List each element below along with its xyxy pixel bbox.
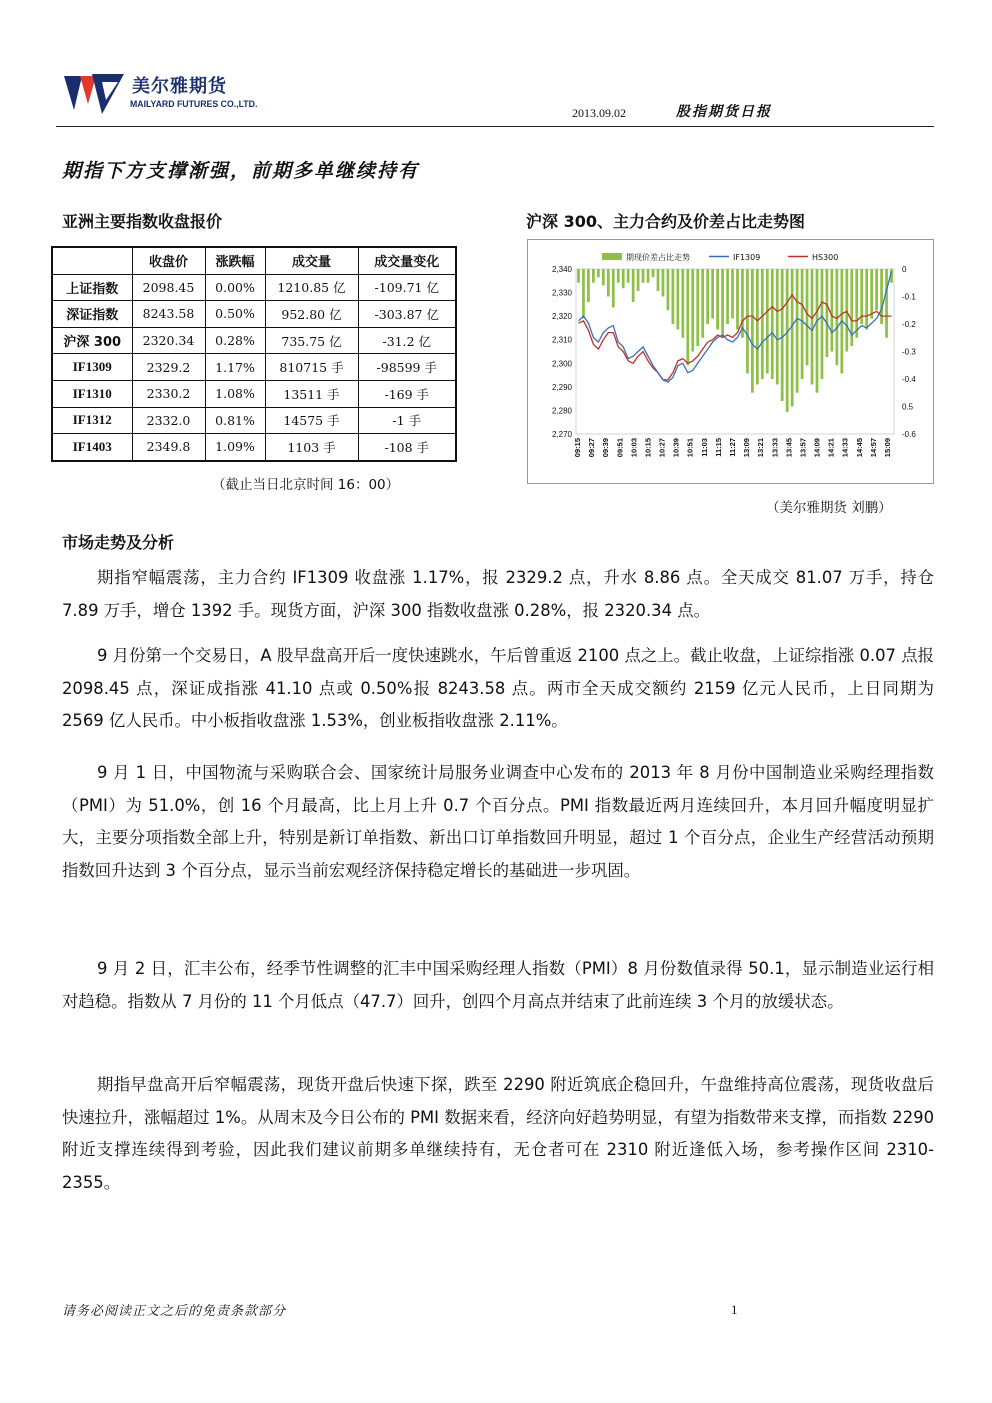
legend-swatch — [602, 253, 622, 260]
chart-credit: （美尔雅期货 刘鹏） — [766, 500, 892, 516]
x-tick-label: 10:27 — [657, 438, 667, 458]
spread-bar — [627, 269, 630, 283]
table-cell: 14575 手 — [265, 407, 358, 434]
y-right-tick-label: -0.2 — [902, 320, 916, 329]
table-cell: 2098.45 — [132, 274, 205, 301]
paragraph: 9 月 2 日，汇丰公布，经季节性调整的汇丰中国采购经理人指数（PMI）8 月份数值录得 50.1，显示制造业运行相对趋稳。指数从 7 月份的 11 个月低点（47.7）回升，创四个月高点并结束了此前连续 3 个月的放缓状态。 — [62, 959, 934, 1011]
spread-bar — [662, 269, 665, 297]
table-cell: 1210.85 亿 — [265, 274, 358, 301]
x-tick-label: 13:33 — [770, 438, 780, 458]
table-header-row — [52, 247, 456, 274]
hs300-if1309-spread-chart — [528, 240, 933, 483]
x-tick-label: 15:09 — [883, 438, 892, 458]
y-right-tick-label: -0.1 — [902, 292, 916, 302]
x-tick-label: 11:15 — [713, 438, 723, 457]
y-left-tick-label: 2,280 — [551, 406, 572, 416]
spread-bar — [855, 269, 858, 338]
table-row — [52, 354, 456, 381]
paragraph: 9 月 1 日，中国物流与采购联合会、国家统计局服务业调查中心发布的 2013 年 8 月份中国制造业采购经理指数（PMI）为 51.0%，创 16 个月最高，比上月上升 0.7 个百分点。PMI 指数最近两月连续回升，本月回升幅度明显扩大，主要分项指数全部上升，特别是新订单指数、新出口订单指数回升明显，超过 1 个百分点，企业生产经营活动预期指数回升达到 3 个百分点，显示当前宏观经济保持稳定增长的基础进一步巩固。 — [62, 763, 934, 880]
y-right-tick-label: -0.3 — [902, 347, 916, 357]
spread-bar — [761, 269, 764, 379]
spread-bar — [885, 269, 888, 338]
table-cell: 735.75 亿 — [265, 327, 358, 354]
y-right-tick-label: -0.6 — [902, 430, 916, 439]
table-cell: 0.00% — [205, 274, 265, 301]
table-cell: 0.81% — [205, 407, 265, 434]
spread-bar — [726, 269, 729, 324]
x-tick-label: 11:03 — [699, 438, 709, 457]
table-cell: 2329.2 — [132, 354, 205, 381]
report-date: 2013.09.02 — [572, 106, 626, 120]
report-title: 股指期货日报 — [676, 104, 772, 120]
spread-bar — [791, 269, 794, 407]
table-cell: 1.08% — [205, 380, 265, 407]
spread-bar — [746, 269, 749, 374]
spread-bar — [587, 269, 590, 302]
spread-bar — [831, 269, 834, 352]
table-cell: 1103 手 — [265, 434, 358, 461]
spread-bar — [681, 269, 684, 338]
table-note: （截止当日北京时间 16：00） — [212, 477, 400, 493]
spread-bar — [667, 269, 670, 310]
spread-bar — [672, 269, 675, 324]
table-cell: 1.09% — [205, 434, 265, 461]
table-cell: -109.71 亿 — [358, 274, 456, 301]
table-header-cell: 涨跌幅 — [205, 247, 265, 274]
table-row — [52, 380, 456, 407]
spread-bar — [686, 269, 689, 365]
spread-bar — [781, 269, 784, 401]
hs300-line — [579, 295, 892, 380]
table-cell: -108 手 — [358, 434, 456, 461]
spread-bar — [622, 269, 625, 288]
spread-bar — [771, 269, 774, 379]
y-left-tick-label: 2,330 — [551, 288, 572, 298]
y-right-tick-label: 0 — [902, 265, 907, 274]
spread-bar — [642, 269, 645, 283]
company-logo-icon — [62, 70, 126, 118]
spread-bar — [736, 269, 739, 330]
x-tick-label: 13:45 — [784, 438, 794, 458]
y-right-tick-label: 0.5 — [902, 402, 914, 412]
market-section-title: 市场走势及分析 — [62, 533, 175, 552]
spread-bar — [786, 269, 789, 412]
row-label: IF1312 — [52, 407, 132, 434]
table-row — [52, 327, 456, 354]
spread-bar — [826, 269, 829, 357]
table-row — [52, 301, 456, 328]
spread-bar — [597, 269, 600, 277]
table-cell: -169 手 — [358, 380, 456, 407]
spread-bar — [617, 269, 620, 283]
headline: 期指下方支撑渐强，前期多单继续持有 — [62, 160, 420, 182]
spread-bar — [676, 269, 679, 330]
x-tick-label: 14:09 — [812, 438, 822, 458]
spread-bar — [691, 269, 694, 352]
paragraph: 期指窄幅震荡，主力合约 IF1309 收盘涨 1.17%，报 2329.2 点，升水 8.86 点。全天成交 81.07 万手，持仓 7.89 万手，增仓 1392 手。现货方面，沪深 300 指数收盘涨 0.28%，报 2320.34 点。 — [62, 568, 934, 620]
table-cell: 13511 手 — [265, 380, 358, 407]
spread-bar — [612, 269, 615, 308]
x-tick-label: 13:21 — [756, 438, 766, 458]
header-divider — [56, 126, 934, 127]
spread-bar — [652, 269, 655, 277]
spread-bar — [811, 269, 814, 385]
disclaimer-note: 请务必阅读正文之后的免责条款部分 — [62, 1304, 287, 1319]
table-row — [52, 274, 456, 301]
spread-bar — [806, 269, 809, 365]
table-cell: -1 手 — [358, 407, 456, 434]
spread-bar — [701, 269, 704, 338]
company-name-cn: 美尔雅期货 — [132, 76, 227, 97]
spread-bar — [696, 269, 699, 346]
table-row — [52, 434, 456, 461]
spread-bar — [756, 269, 759, 385]
x-tick-label: 13:09 — [742, 438, 752, 458]
y-left-tick-label: 2,320 — [551, 312, 572, 322]
spread-bar — [647, 269, 650, 283]
x-tick-label: 10:03 — [629, 438, 639, 458]
legend-label: IF1309 — [733, 253, 761, 262]
spread-bar — [577, 269, 580, 283]
spread-bar — [751, 269, 754, 393]
row-label: IF1310 — [52, 380, 132, 407]
table-cell: 1.17% — [205, 354, 265, 381]
spread-bar — [776, 269, 779, 385]
y-left-tick-label: 2,310 — [551, 335, 572, 345]
x-tick-label: 10:39 — [671, 438, 681, 458]
spread-bar — [592, 269, 595, 283]
y-right-tick-label: -0.4 — [902, 375, 916, 384]
y-left-tick-label: 2,270 — [551, 430, 572, 439]
spread-bar — [632, 269, 635, 302]
table-header-cell — [52, 247, 132, 274]
y-left-tick-label: 2,340 — [551, 265, 572, 274]
x-tick-label: 14:33 — [840, 438, 850, 458]
row-label: 深证指数 — [52, 301, 132, 328]
y-left-tick-label: 2,290 — [551, 382, 572, 392]
paragraph: 期指早盘高开后窄幅震荡，现货开盘后快速下探，跌至 2290 附近筑底企稳回升，午盘维持高位震荡，现货收盘后快速拉升，涨幅超过 1%。从周末及今日公布的 PMI 数据来看，经济向好趋势明显，有望为指数带来支撑，而指数 2290 附近支撑连续得到考验，因此我们建议前期多单继续持有，无仓者可在 2310 附近逢低入场，参考操作区间 2310-2355。 — [62, 1075, 934, 1192]
spread-bar — [821, 269, 824, 379]
spread-bar — [845, 269, 848, 352]
table-cell: 810715 手 — [265, 354, 358, 381]
table-cell: 0.50% — [205, 301, 265, 328]
page-number: 1 — [731, 1302, 738, 1317]
spread-bar — [637, 269, 640, 291]
spread-bar — [721, 269, 724, 338]
x-tick-label: 13:57 — [798, 438, 808, 458]
spread-bar — [602, 269, 605, 286]
x-tick-label: 09:27 — [587, 438, 597, 458]
table-cell: 0.28% — [205, 327, 265, 354]
table-header-cell: 收盘价 — [132, 247, 205, 274]
if1309-line — [579, 271, 892, 382]
row-label: 沪深 300 — [52, 327, 132, 354]
legend-label: 期现价差占比走势 — [626, 253, 690, 262]
table-cell: 2332.0 — [132, 407, 205, 434]
table-cell: 2320.34 — [132, 327, 205, 354]
spread-bar — [875, 269, 878, 310]
spread-bar — [801, 269, 804, 379]
index-quotes-table — [51, 246, 457, 462]
chart-frame — [527, 239, 934, 484]
legend-label: HS300 — [812, 253, 839, 262]
table-header-cell: 成交量变化 — [358, 247, 456, 274]
x-tick-label: 09:15 — [573, 438, 582, 458]
table-cell: -303.87 亿 — [358, 301, 456, 328]
spread-bar — [711, 269, 714, 319]
spread-bar — [870, 269, 873, 319]
x-tick-label: 14:45 — [854, 438, 864, 458]
spread-bar — [731, 269, 734, 319]
x-tick-label: 14:21 — [826, 438, 836, 458]
table-cell: 8243.58 — [132, 301, 205, 328]
spread-bar — [706, 269, 709, 324]
paragraph: 9 月份第一个交易日，A 股早盘高开后一度快速跳水，午后曾重返 2100 点之上。截止收盘，上证综指涨 0.07 点报 2098.45 点，深证成指涨 41.10 点或 0.50%报 8243.58 点。两市全天成交额约 2159 亿元人民币，上日同期为 2569 亿人民币。中小板指收盘涨 1.53%，创业板指收盘涨 2.11%。 — [62, 646, 934, 730]
table-cell: -98599 手 — [358, 354, 456, 381]
y-left-tick-label: 2,300 — [551, 359, 572, 369]
table-cell: 2349.8 — [132, 434, 205, 461]
row-label: 上证指数 — [52, 274, 132, 301]
spread-bar — [796, 269, 799, 393]
table-section-title: 亚洲主要指数收盘报价 — [62, 212, 223, 231]
spread-bar — [657, 269, 660, 291]
x-tick-label: 09:39 — [601, 438, 611, 458]
x-tick-label: 14:57 — [868, 438, 878, 458]
x-tick-label: 11:27 — [728, 438, 737, 457]
table-cell: -31.2 亿 — [358, 327, 456, 354]
spread-bar — [582, 269, 585, 319]
spread-bar — [607, 269, 610, 297]
chart-section-title: 沪深 300、主力合约及价差占比走势图 — [526, 212, 805, 231]
spread-bar — [865, 269, 868, 330]
x-tick-label: 09:51 — [615, 438, 625, 458]
x-tick-label: 10:51 — [685, 438, 695, 458]
spread-bar — [716, 269, 719, 330]
spread-bar — [766, 269, 769, 374]
row-label: IF1309 — [52, 354, 132, 381]
spread-bar — [816, 269, 819, 393]
company-name-en: MAILYARD FUTURES CO.,LTD. — [130, 99, 258, 110]
table-row — [52, 407, 456, 434]
table-header-cell: 成交量 — [265, 247, 358, 274]
table-cell: 2330.2 — [132, 380, 205, 407]
x-tick-label: 10:15 — [643, 438, 653, 458]
row-label: IF1403 — [52, 434, 132, 461]
table-cell: 952.80 亿 — [265, 301, 358, 328]
